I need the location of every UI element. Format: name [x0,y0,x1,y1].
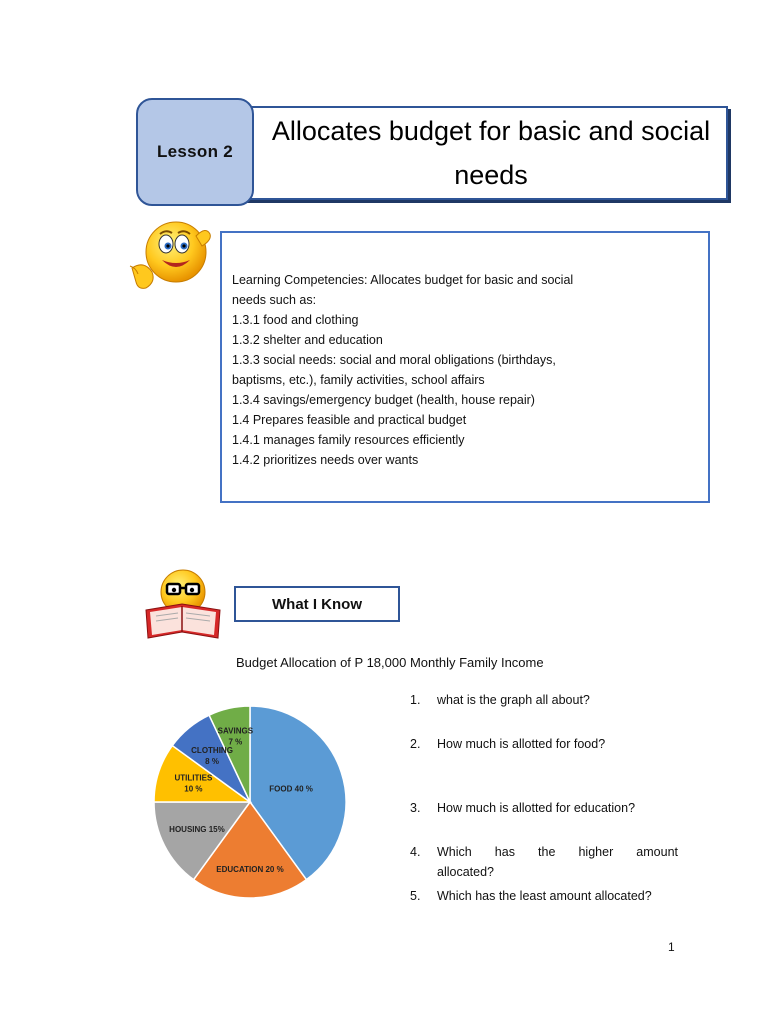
competency-line: 1.3.1 food and clothing [232,313,359,327]
question-item: 4. Which has the higher amount allocated? [410,845,678,879]
competency-line: 1.3.4 savings/emergency budget (health, house repair) [232,393,535,407]
competency-line: 1.3.3 social needs: social and moral obligations (birthdays, [232,353,556,367]
competency-line: 1.4.1 manages family resources efficiently [232,433,465,447]
budget-pie-chart [150,686,350,918]
competency-line: baptisms, etc.), family activities, school affairs [232,373,485,387]
pie-label-education: EDUCATION 20 % [216,865,284,875]
competency-line: Learning Competencies: Allocates budget for basic and social [232,273,574,287]
lesson-label: Lesson 2 [156,142,234,161]
competencies-text [232,270,702,470]
pie-label-savings: SAVINGS 7 % [217,726,254,747]
pie-label-utilities: UTILITIES 10 % [174,773,213,794]
question-item: 1. what is the graph all about? [410,693,590,707]
chart-title: Budget Allocation of P 18,000 Monthly Family Income [236,655,544,670]
question-item: 5. Which has the least amount allocated? [410,889,652,903]
lesson-title-box [234,106,728,200]
pointing-emoji-icon [124,212,220,302]
pie-label-clothing: CLOTHING 8 % [191,746,233,767]
page-number: 1 [668,940,675,954]
section-heading-box [234,586,400,622]
question-item: 2. How much is allotted for food? [410,737,606,751]
competency-line: needs such as: [232,293,317,307]
competency-line: 1.4 Prepares feasible and practical budget [232,413,467,427]
question-item: 3. How much is allotted for education? [410,801,636,815]
competency-line: 1.4.2 prioritizes needs over wants [232,453,419,467]
section-heading: What I Know [272,595,362,613]
pie-label-food: FOOD 40 % [269,784,313,794]
reading-emoji-icon [140,566,226,642]
pie-label-housing: HOUSING 15% [169,825,225,835]
competency-line: 1.3.2 shelter and education [232,333,383,347]
lesson-badge [136,98,254,206]
lesson-title: Allocates budget for basic and social needs [271,116,711,190]
